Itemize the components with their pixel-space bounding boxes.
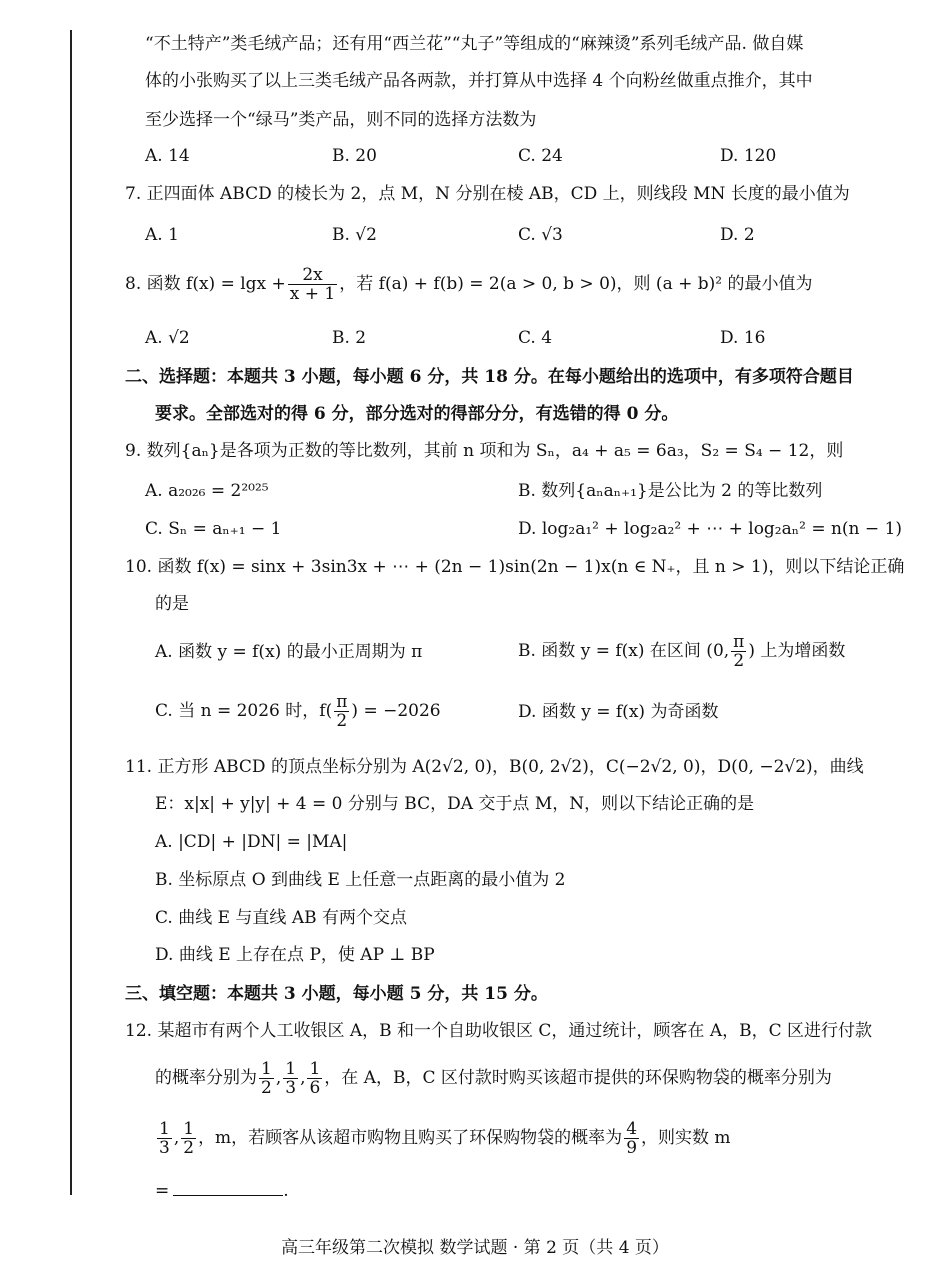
- q12-fraction-b-numerator: 1: [285, 1059, 297, 1079]
- q12-fraction-c-denominator: 6: [309, 1078, 321, 1098]
- q12-stem-line-3: $\frac{1}{3}$ , $\frac{1}{2}$ ，m，若顾客从该超市购物且购买了环保购物袋的概率为 $\frac{4}{9}$ ，则实数 m: [159, 1119, 731, 1158]
- q12-fraction-b: [283, 1060, 298, 1097]
- q8-option-d: D. 16: [720, 328, 766, 348]
- q9-option-c: C. Sₙ = aₙ₊₁ − 1: [145, 519, 282, 539]
- q10-option-c-prefix: C. 当 n = 2026 时，f(: [155, 701, 333, 721]
- q6-line-2: 体的小张购买了以上三类毛绒产品各两款，并打算从中选择 4 个向粉丝做重点推介，其中: [145, 71, 813, 91]
- q12-answer-line: [155, 1180, 289, 1202]
- section-2-heading-line-1: 二、选择题：本题共 3 小题，每小题 6 分，共 18 分。在每小题给出的选项中，有多项符合题目: [125, 367, 854, 387]
- q11-option-b: B. 坐标原点 O 到曲线 E 上任意一点距离的最小值为 2: [155, 870, 566, 890]
- q8-option-c: C. 4: [518, 328, 553, 348]
- q7-option-a: A. 1: [145, 225, 179, 245]
- q10-option-c-denominator: 2: [336, 711, 348, 731]
- page-footer: 高三年级第二次模拟 数学试题 · 第 2 页（共 4 页）: [281, 1238, 669, 1258]
- q7-option-c: C. √3: [518, 225, 563, 245]
- q8-stem: [125, 264, 813, 304]
- q6-option-b: B. 20: [332, 146, 377, 166]
- q6-option-a: A. 14: [145, 146, 190, 166]
- q10-option-c: [155, 691, 441, 731]
- q10-option-c-suffix: ) = −2026: [351, 701, 441, 721]
- q10-option-b-numerator: π: [733, 632, 745, 652]
- q12-line-2-suffix: ，在 A，B，C 区付款时购买该超市提供的环保购物袋的概率分别为: [324, 1068, 832, 1088]
- q7-option-b: B. √2: [332, 225, 377, 245]
- q11-stem-line-2: E：x|x| + y|y| + 4 = 0 分别与 BC，DA 交于点 M，N，则以下结论正确的是: [155, 794, 755, 814]
- q10-option-b: [518, 631, 845, 671]
- q12-fraction-b-denominator: 3: [285, 1078, 297, 1098]
- q9-option-a: A. a₂₀₂₆ = 2²⁰²⁵: [145, 481, 269, 501]
- q9-option-b: B. 数列{aₙaₙ₊₁}是公比为 2 的等比数列: [518, 481, 823, 501]
- q6-line-1: “不土特产”类毛绒产品；还有用“西兰花”“丸子”等组成的“麻辣烫”系列毛绒产品. 做自媒: [145, 34, 804, 54]
- q8-option-b: B. 2: [332, 328, 367, 348]
- q7-option-d: D. 2: [720, 225, 755, 245]
- q11-option-c: C. 曲线 E 与直线 AB 有两个交点: [155, 908, 408, 928]
- q8-fraction: [288, 266, 337, 303]
- q10-stem-line-2: 的是: [155, 594, 189, 614]
- left-margin-rule: [70, 30, 72, 1195]
- q12-line-3-middle: ，m，若顾客从该超市购物且购买了环保购物袋的概率为: [198, 1128, 623, 1148]
- q12-period: .: [283, 1181, 289, 1201]
- q10-option-c-numerator: π: [336, 692, 348, 712]
- q8-fraction-numerator: 2x: [288, 266, 337, 285]
- q10-option-b-denominator: 2: [733, 651, 745, 671]
- q10-option-b-fraction: [731, 633, 746, 670]
- q8-fraction-denominator: x + 1: [289, 284, 336, 304]
- q12-fraction-e-numerator: 1: [183, 1119, 195, 1139]
- q12-fraction-e-denominator: 2: [183, 1138, 195, 1158]
- q9-stem: 9. 数列{aₙ}是各项为正数的等比数列，其前 n 项和为 Sₙ，a₄ + a₅ = 6a₃，S₂ = S₄ − 12，则: [125, 441, 844, 461]
- q8-stem-suffix: ，若 f(a) + f(b) = 2(a > 0, b > 0)，则 (a + b)² 的最小值为: [339, 274, 813, 294]
- q12-line-2-prefix: 的概率分别为: [155, 1068, 257, 1088]
- q10-option-b-prefix: B. 函数 y = f(x) 在区间 (0,: [518, 641, 730, 661]
- q11-option-d: D. 曲线 E 上存在点 P，使 AP ⊥ BP: [155, 945, 435, 965]
- q12-stem-line-1: 12. 某超市有两个人工收银区 A，B 和一个自助收银区 C，通过统计，顾客在 A，B，C 区进行付款: [125, 1021, 873, 1041]
- q10-option-a: A. 函数 y = f(x) 的最小正周期为 π: [155, 642, 423, 662]
- q12-fraction-a-numerator: 1: [261, 1059, 272, 1079]
- q12-fraction-f: [624, 1120, 639, 1157]
- q12-line-3-suffix: ，则实数 m: [641, 1128, 731, 1148]
- q11-option-a: A. |CD| + |DN| = |MA|: [155, 832, 348, 852]
- q12-equals: =: [155, 1181, 170, 1201]
- q12-fraction-c-numerator: 1: [309, 1059, 321, 1079]
- q7-stem: 7. 正四面体 ABCD 的棱长为 2，点 M，N 分别在棱 AB，CD 上，则线段 MN 长度的最小值为: [125, 184, 850, 204]
- q12-fraction-e: [181, 1120, 196, 1157]
- q12-answer-blank[interactable]: [173, 1181, 283, 1196]
- q11-stem-line-1: 11. 正方形 ABCD 的顶点坐标分别为 A(2√2, 0)，B(0, 2√2)，C(−2√2, 0)，D(0, −2√2)，曲线: [125, 757, 864, 777]
- q12-fraction-f-numerator: 4: [626, 1119, 638, 1139]
- section-2-heading-line-2: 要求。全部选对的得 6 分，部分选对的得部分分，有选错的得 0 分。: [155, 404, 679, 424]
- section-3-heading: 三、填空题：本题共 3 小题，每小题 5 分，共 15 分。: [125, 984, 548, 1004]
- q12-fraction-c: [307, 1060, 322, 1097]
- q12-fraction-a-denominator: 2: [261, 1078, 272, 1098]
- q12-fraction-d: [157, 1120, 172, 1157]
- q10-option-b-suffix: ) 上为增函数: [748, 641, 846, 661]
- q6-line-3: 至少选择一个“绿马”类产品，则不同的选择方法数为: [145, 110, 537, 130]
- q10-stem-line-1: 10. 函数 f(x) = sinx + 3sin3x + ⋯ + (2n − 1)sin(2n − 1)x(n ∈ N₊，且 n > 1)，则以下结论正确: [125, 557, 905, 577]
- q12-fraction-d-numerator: 1: [159, 1119, 170, 1139]
- q6-option-d: D. 120: [720, 146, 777, 166]
- q12-fraction-d-denominator: 3: [159, 1138, 170, 1158]
- q6-option-c: C. 24: [518, 146, 563, 166]
- q12-fraction-a: [259, 1060, 274, 1097]
- q12-fraction-f-denominator: 9: [626, 1138, 638, 1158]
- q10-option-d: D. 函数 y = f(x) 为奇函数: [518, 702, 719, 722]
- q12-stem-line-2: 的概率分别为 $\frac{1}{2}$ , $\frac{1}{3}$ , $\frac{1}{6}$ ，在 A，B，C 区付款时购买该超市提供的环保购物袋的概率分别为: [155, 1059, 832, 1098]
- q8-stem-prefix: 8. 函数 f(x) = lgx +: [125, 274, 286, 294]
- q9-option-d: D. log₂a₁² + log₂a₂² + ⋯ + log₂aₙ² = n(n − 1): [518, 519, 903, 539]
- q8-option-a: A. √2: [145, 328, 190, 348]
- q10-option-c-fraction: [334, 693, 349, 730]
